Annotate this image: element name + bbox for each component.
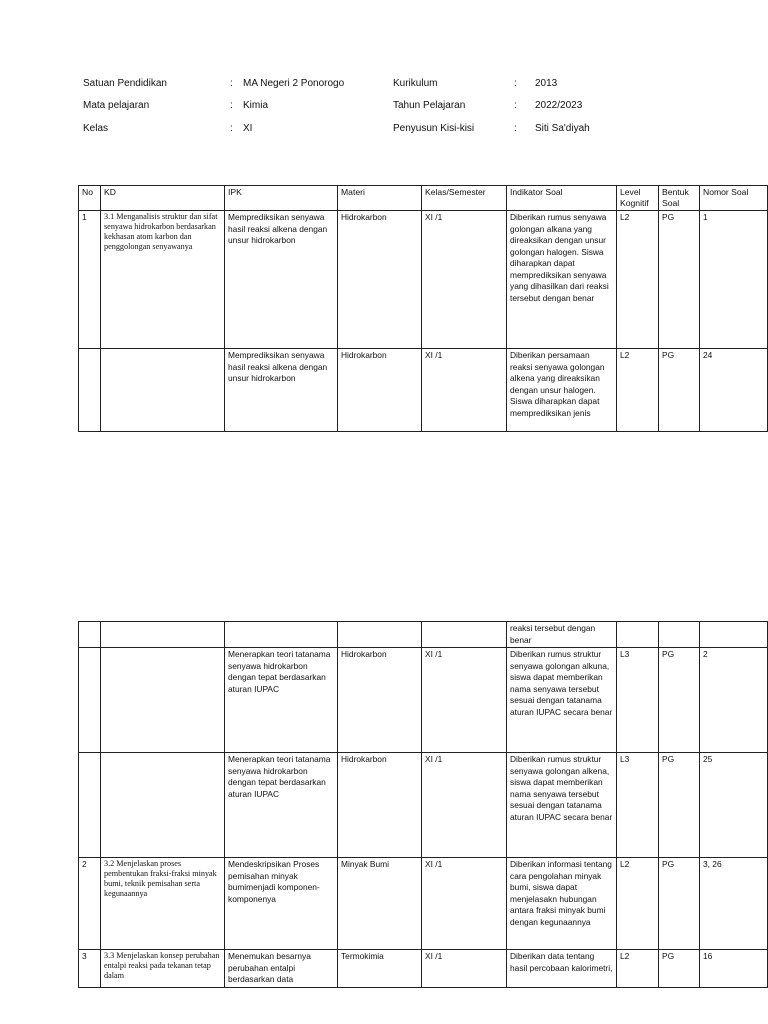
cell-materi: Hidrokarbon — [338, 211, 422, 349]
cell-nomor: 3, 26 — [700, 858, 768, 950]
cell-kelas: XI /1 — [422, 753, 507, 858]
cell-kelas: XI /1 — [422, 211, 507, 349]
cell-kelas: XI /1 — [422, 648, 507, 753]
cell-no — [79, 349, 101, 432]
cell-kd: 3.2 Menjelaskan proses pembentukan fraksi-fraksi minyak bumi, teknik pemisahan serta kegunaannya — [101, 858, 225, 950]
col-header-level: Level Kognitif — [617, 186, 659, 211]
mapel-label: Mata pelajaran — [83, 100, 150, 111]
cell-ipk: Memprediksikan senyawa hasil reaksi alkena dengan unsur hidrokarbon — [225, 349, 338, 432]
satuan-label: Satuan Pendidikan — [83, 78, 167, 89]
cell-bentuk: PG — [659, 349, 700, 432]
cell-indikator: Diberikan rumus struktur senyawa golongan alkuna, siswa dapat memberikan nama senyawa tersebut sesuai dengan tatanama aturan IUPAC secara benar — [507, 648, 617, 753]
table-row — [79, 950, 768, 988]
cell-materi: Hidrokarbon — [338, 648, 422, 753]
cell-kelas: XI /1 — [422, 858, 507, 950]
kurikulum-label: Kurikulum — [393, 78, 438, 89]
colon: : — [514, 123, 517, 134]
kurikulum-value: 2013 — [535, 78, 558, 89]
col-header-kd: KD — [101, 186, 225, 211]
table-row — [79, 858, 768, 950]
cell-indikator: Diberikan rumus struktur senyawa golongan alkena, siswa dapat memberikan nama senyawa tersebut sesuai dengan tatanama aturan IUPAC secara benar — [507, 753, 617, 858]
cell-kd: 3.1 Menganalisis struktur dan sifat senyawa hidrokarbon berdasarkan kekhasan atom karbon dan penggolongan senyawanya — [101, 211, 225, 349]
cell-materi — [338, 622, 422, 648]
cell-materi: Minyak Bumi — [338, 858, 422, 950]
cell-bentuk: PG — [659, 858, 700, 950]
col-header-nomor: Nomor Soal — [700, 186, 768, 211]
table-header-row — [79, 186, 768, 211]
cell-nomor: 16 — [700, 950, 768, 988]
table-row — [79, 349, 768, 432]
penyusun-label: Penyusun Kisi-kisi — [393, 123, 475, 134]
kelas-label: Kelas — [83, 123, 109, 134]
cell-no — [79, 648, 101, 753]
cell-no — [79, 622, 101, 648]
cell-ipk: Mendeskripsikan Proses pemisahan minyak bumimenjadi komponen-komponenya — [225, 858, 338, 950]
table-row — [79, 753, 768, 858]
cell-kd — [101, 648, 225, 753]
col-header-indikator: Indikator Soal — [507, 186, 617, 211]
cell-nomor — [700, 622, 768, 648]
table-row — [79, 622, 768, 648]
cell-level: L2 — [617, 950, 659, 988]
cell-no — [79, 753, 101, 858]
cell-indikator: Diberikan persamaan reaksi senyawa golongan alkena yang direaksikan dengan unsur halogen. Siswa diharapkan dapat memprediksikan jenis — [507, 349, 617, 432]
cell-ipk: Menemukan besarnya perubahan entalpi berdasarkan data — [225, 950, 338, 988]
tahun-label: Tahun Pelajaran — [393, 100, 466, 111]
cell-ipk: Menerapkan teori tatanama senyawa hidrokarbon dengan tepat berdasarkan aturan IUPAC — [225, 648, 338, 753]
kisi-kisi-table-continued — [78, 621, 768, 988]
cell-kelas — [422, 622, 507, 648]
cell-indikator: Diberikan rumus senyawa golongan alkana yang direaksikan dengan unsur golongan halogen. Siswa diharapkan dapat memprediksikan senyawa yang dihasilkan dari reaksi tersebut dengan benar — [507, 211, 617, 349]
cell-ipk: Menerapkan teori tatanama senyawa hidrokarbon dengan tepat berdasarkan aturan IUPAC — [225, 753, 338, 858]
cell-nomor: 25 — [700, 753, 768, 858]
cell-indikator: reaksi tersebut dengan benar — [507, 622, 617, 648]
kelas-value: XI — [243, 123, 253, 134]
cell-kelas: XI /1 — [422, 950, 507, 988]
cell-level: L2 — [617, 858, 659, 950]
table-row — [79, 211, 768, 349]
cell-bentuk — [659, 622, 700, 648]
cell-kd — [101, 622, 225, 648]
cell-level: L3 — [617, 753, 659, 858]
satuan-value: MA Negeri 2 Ponorogo — [243, 78, 345, 89]
cell-indikator: Diberikan data tentang hasil percobaan kalorimetri, — [507, 950, 617, 988]
cell-bentuk: PG — [659, 648, 700, 753]
cell-level — [617, 622, 659, 648]
penyusun-value: Siti Sa'diyah — [535, 123, 590, 134]
cell-level: L3 — [617, 648, 659, 753]
cell-materi: Hidrokarbon — [338, 349, 422, 432]
cell-nomor: 2 — [700, 648, 768, 753]
cell-nomor: 1 — [700, 211, 768, 349]
cell-no: 1 — [79, 211, 101, 349]
col-header-kelas: Kelas/Semester — [422, 186, 507, 211]
kisi-kisi-table — [78, 185, 768, 432]
col-header-no: No — [79, 186, 101, 211]
cell-kelas: XI /1 — [422, 349, 507, 432]
cell-kd — [101, 753, 225, 858]
colon: : — [230, 123, 233, 134]
cell-kd: 3.3 Menjelaskan konsep perubahan entalpi reaksi pada tekanan tetap dalam — [101, 950, 225, 988]
cell-materi: Termokimia — [338, 950, 422, 988]
colon: : — [230, 100, 233, 111]
cell-ipk — [225, 622, 338, 648]
colon: : — [514, 100, 517, 111]
cell-kd — [101, 349, 225, 432]
cell-no: 3 — [79, 950, 101, 988]
col-header-bentuk: Bentuk Soal — [659, 186, 700, 211]
table-row — [79, 648, 768, 753]
cell-no: 2 — [79, 858, 101, 950]
cell-level: L2 — [617, 349, 659, 432]
cell-indikator: Diberikan informasi tentang cara pengolahan minyak bumi, siswa dapat menjelasakn hubungan antara fraksi minyak bumi dengan kegunaannya — [507, 858, 617, 950]
col-header-ipk: IPK — [225, 186, 338, 211]
colon: : — [514, 78, 517, 89]
cell-materi: Hidrokarbon — [338, 753, 422, 858]
cell-bentuk: PG — [659, 753, 700, 858]
cell-ipk: Memprediksikan senyawa hasil reaksi alkena dengan unsur hidrokarbon — [225, 211, 338, 349]
cell-level: L2 — [617, 211, 659, 349]
cell-nomor: 24 — [700, 349, 768, 432]
col-header-materi: Materi — [338, 186, 422, 211]
mapel-value: Kimia — [243, 100, 269, 111]
tahun-value: 2022/2023 — [535, 100, 583, 111]
cell-bentuk: PG — [659, 950, 700, 988]
cell-bentuk: PG — [659, 211, 700, 349]
colon: : — [230, 78, 233, 89]
